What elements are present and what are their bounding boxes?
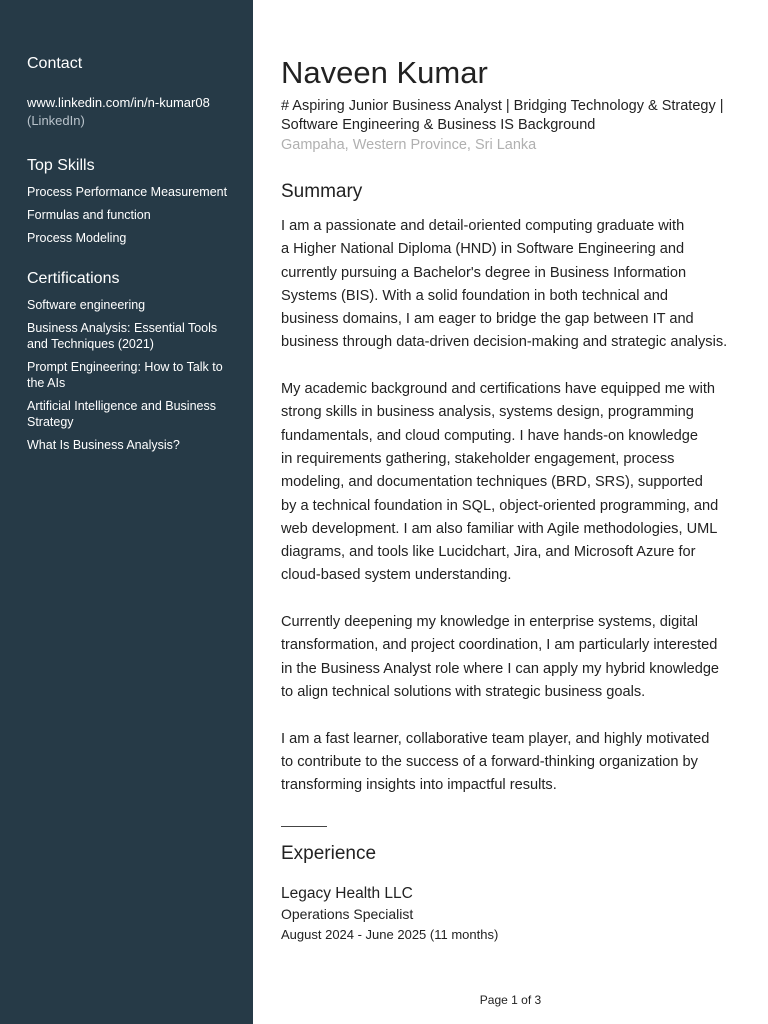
skill-item: Formulas and function (27, 208, 151, 222)
summary-paragraph: I am a passionate and detail-oriented computing graduate with a Higher National Diploma (HND) in Software Engineering and currently pursuing a Bachelor's degree in Business Information Systems (BIS). With a solid foundation in both technical and business domains, I am eager to bridge the gap between IT and business through data-driven decision-making and strategic analysis. (281, 218, 728, 351)
certification-item: Business Analysis: Essential Tools and Techniques (2021) (27, 321, 218, 351)
sidebar (0, 0, 253, 1024)
profile-location: Gampaha, Western Province, Sri Lanka (281, 137, 537, 153)
section-divider (281, 826, 327, 827)
summary-paragraph: I am a fast learner, collaborative team player, and highly motivated to contribute to the success of a forward-thinking organization by transforming insights into impactful results. (281, 730, 710, 794)
experience-dates: August 2024 - June 2025 (11 months) (281, 927, 499, 942)
experience-company: Legacy Health LLC (281, 885, 413, 902)
profile-headline: # Aspiring Junior Business Analyst | Bridging Technology & Strategy | Software Engineering & Business IS Background (281, 98, 724, 133)
summary-heading: Summary (281, 181, 363, 202)
contact-heading: Contact (27, 55, 83, 72)
certification-item: Software engineering (27, 298, 146, 312)
certification-item: What Is Business Analysis? (27, 438, 180, 452)
certification-item: Prompt Engineering: How to Talk to the AIs (27, 360, 223, 390)
profile-name: Naveen Kumar (281, 55, 488, 90)
skill-item: Process Performance Measurement (27, 185, 228, 199)
certification-item: Artificial Intelligence and Business Strategy (27, 399, 216, 429)
certifications-list (27, 297, 241, 453)
page-number: Page 1 of 3 (479, 993, 542, 1007)
top-skills-heading: Top Skills (27, 157, 95, 174)
linkedin-link[interactable]: www.linkedin.com/in/n-kumar08 (27, 95, 210, 110)
linkedin-label: (LinkedIn) (27, 113, 85, 128)
certifications-heading: Certifications (27, 270, 120, 287)
summary-body (281, 215, 751, 821)
summary-paragraph: Currently deepening my knowledge in enterprise systems, digital transformation, and project coordination, I am particularly interested in the Business Analyst role where I can apply my hybrid knowledge to align technical solutions with strategic business goals. (281, 614, 720, 700)
skills-list (27, 184, 241, 246)
experience-title: Operations Specialist (281, 906, 414, 922)
skill-item: Process Modeling (27, 231, 127, 245)
summary-paragraph: My academic background and certifications have equipped me with strong skills in business analysis, systems design, programming fundamentals, and cloud computing. I have hands-on knowledge in requirements gathering, stakeholder engagement, process modeling, and documentation techniques (BRD, SRS), supported by a technical foundation in SQL, object-oriented programming, and web development. I am also familiar with Agile methodologies, UML diagrams, and tools like Lucidchart, Jira, and Microsoft Azure for cloud-based system understanding. (281, 381, 719, 584)
experience-heading: Experience (281, 843, 377, 864)
